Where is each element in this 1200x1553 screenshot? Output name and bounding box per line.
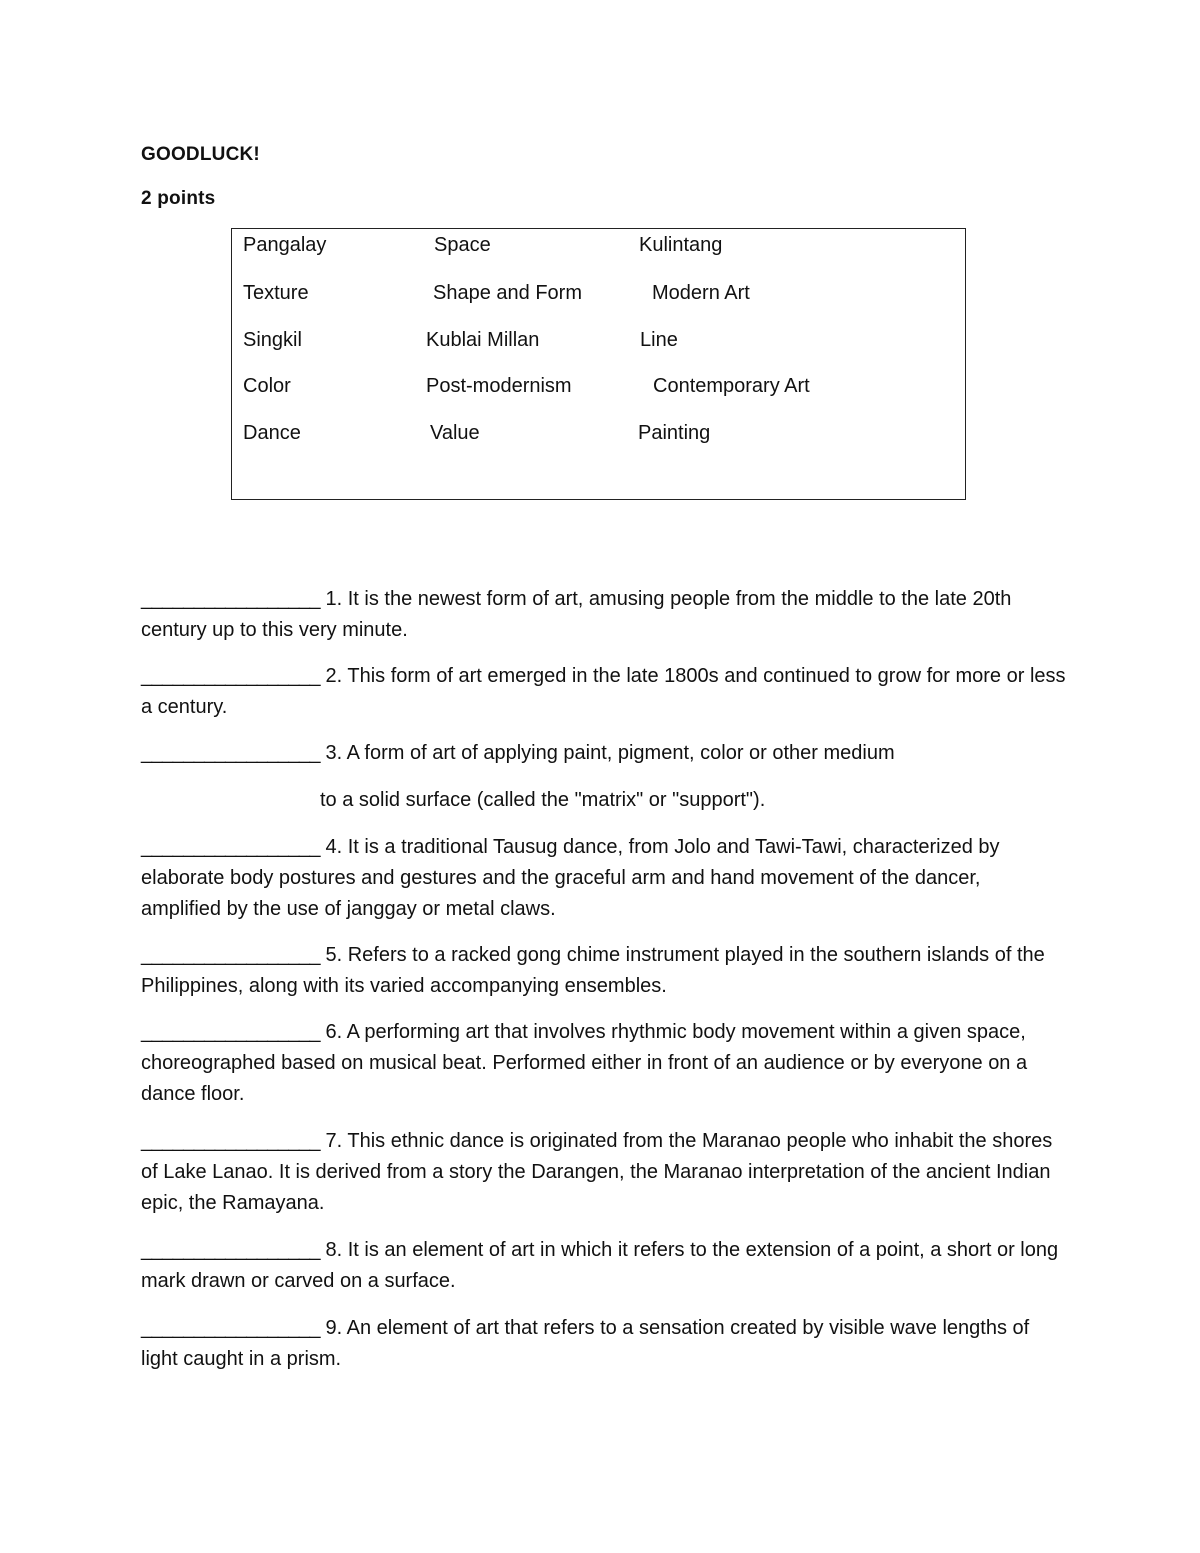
word-bank-item: Line bbox=[640, 329, 678, 351]
answer-blank[interactable]: _________________ bbox=[141, 1130, 320, 1152]
question-3 bbox=[141, 738, 1066, 769]
question-4 bbox=[141, 832, 1066, 925]
word-bank-item: Painting bbox=[638, 422, 711, 444]
answer-blank[interactable]: _________________ bbox=[141, 742, 320, 764]
question-number: 2. bbox=[325, 665, 343, 687]
question-5 bbox=[141, 940, 1066, 1002]
question-number: 7. bbox=[325, 1130, 343, 1152]
word-bank-item: Shape and Form bbox=[433, 282, 582, 304]
question-number: 5. bbox=[325, 944, 343, 966]
question-text: This ethnic dance is originated from the Maranao people who inhabit the shores of Lake Lanao. It is derived from a story the Darangen, the Maranao interpretation of the ancient Indian epic, the Ramayana. bbox=[141, 1130, 1053, 1214]
question-text: An element of art that refers to a sensation created by visible wave lengths of light caught in a prism. bbox=[141, 1317, 1030, 1370]
word-bank-item: Pangalay bbox=[243, 234, 327, 256]
question-text: It is a traditional Tausug dance, from Jolo and Tawi-Tawi, characterized by elaborate body postures and gestures and the graceful arm and hand movement of the dancer, amplified by the use of janggay or metal claws. bbox=[141, 836, 1000, 920]
word-bank-box bbox=[231, 228, 966, 500]
word-bank-item: Dance bbox=[243, 422, 301, 444]
question-text: It is an element of art in which it refers to the extension of a point, a short or long mark drawn or carved on a surface. bbox=[141, 1239, 1059, 1292]
question-number: 8. bbox=[325, 1239, 343, 1261]
answer-blank[interactable]: _________________ bbox=[141, 836, 320, 858]
question-number: 1. bbox=[325, 588, 343, 610]
question-number: 6. bbox=[325, 1021, 343, 1043]
question-text: Refers to a racked gong chime instrument played in the southern islands of the Philippines, along with its varied accompanying ensembles. bbox=[141, 944, 1045, 997]
question-text: A performing art that involves rhythmic body movement within a given space, choreographed based on musical beat. Performed either in front of an audience or by everyone on a dance floor. bbox=[141, 1021, 1028, 1105]
question-number: 4. bbox=[325, 836, 343, 858]
answer-blank[interactable]: _________________ bbox=[141, 1239, 320, 1261]
answer-blank[interactable]: _________________ bbox=[141, 665, 320, 687]
question-9 bbox=[141, 1313, 1066, 1375]
answer-blank[interactable]: _________________ bbox=[141, 1317, 320, 1339]
points-label: 2 points bbox=[141, 188, 216, 209]
word-bank-item: Texture bbox=[243, 282, 309, 304]
word-bank-item: Contemporary Art bbox=[653, 375, 810, 397]
word-bank-item: Kublai Millan bbox=[426, 329, 540, 351]
answer-blank[interactable]: _________________ bbox=[141, 588, 320, 610]
answer-blank[interactable]: _________________ bbox=[141, 944, 320, 966]
question-7 bbox=[141, 1126, 1066, 1219]
question-number: 9. bbox=[325, 1317, 343, 1339]
question-6 bbox=[141, 1017, 1066, 1110]
word-bank-item: Space bbox=[434, 234, 491, 256]
word-bank-item: Singkil bbox=[243, 329, 302, 351]
word-bank-item: Post-modernism bbox=[426, 375, 572, 397]
question-2 bbox=[141, 661, 1066, 723]
answer-blank[interactable]: _________________ bbox=[141, 1021, 320, 1043]
page-title: GOODLUCK! bbox=[141, 144, 260, 165]
word-bank-item: Value bbox=[430, 422, 480, 444]
question-3-continuation: to a solid surface (called the "matrix" or "support"). bbox=[320, 789, 766, 811]
question-1 bbox=[141, 584, 1066, 646]
question-text: A form of art of applying paint, pigment, color or other medium bbox=[346, 742, 895, 764]
word-bank-item: Color bbox=[243, 375, 291, 397]
question-8 bbox=[141, 1235, 1066, 1297]
word-bank-item: Modern Art bbox=[652, 282, 750, 304]
word-bank-item: Kulintang bbox=[639, 234, 723, 256]
question-number: 3. bbox=[325, 742, 343, 764]
question-text: It is the newest form of art, amusing people from the middle to the late 20th century up to this very minute. bbox=[141, 588, 1012, 641]
question-text: This form of art emerged in the late 1800s and continued to grow for more or less a century. bbox=[141, 665, 1066, 718]
